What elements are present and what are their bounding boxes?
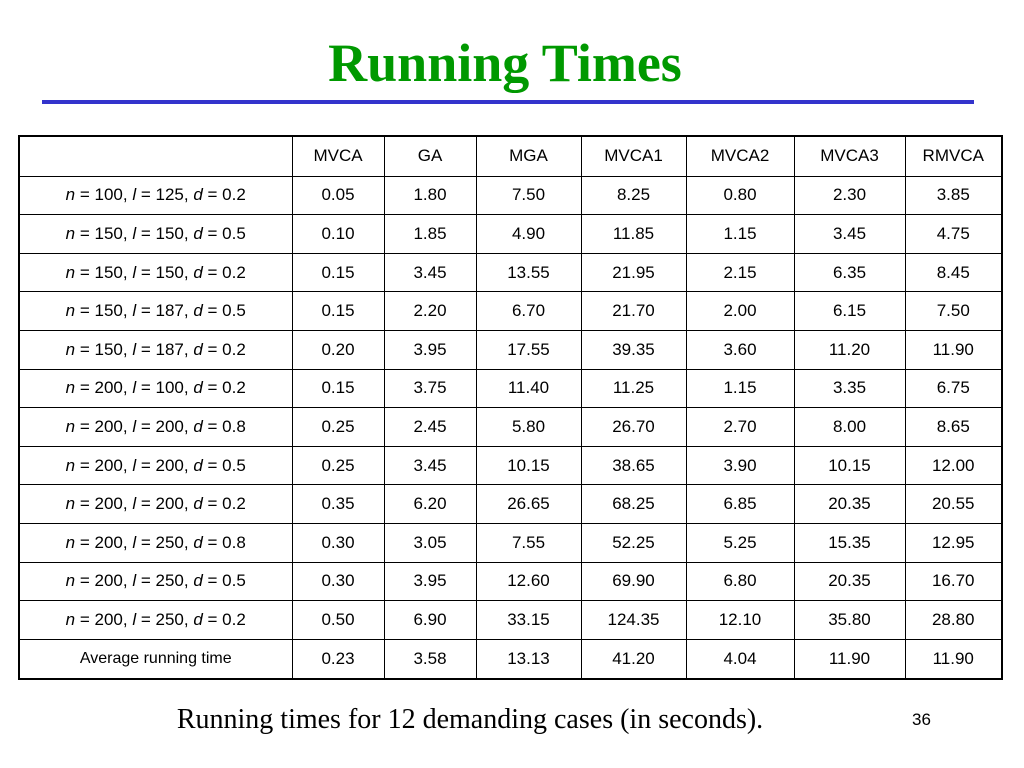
average-cell: 11.90 — [905, 639, 1002, 679]
d-value: 0.5 — [222, 455, 246, 475]
table-cell: 4.90 — [476, 215, 581, 254]
table-cell: 2.15 — [686, 253, 794, 292]
table-cell: 2.70 — [686, 408, 794, 447]
var-n: n — [65, 378, 76, 398]
eq: = — [75, 223, 95, 243]
table-cell: 11.90 — [905, 330, 1002, 369]
n-value: 200 — [94, 571, 123, 591]
table-cell: 28.80 — [905, 601, 1002, 640]
table-row — [19, 215, 1002, 254]
var-n: n — [65, 301, 76, 321]
d-value: 0.5 — [222, 301, 246, 321]
eq: = — [75, 571, 95, 591]
table-cell: 7.50 — [476, 176, 581, 215]
var-n: n — [65, 532, 76, 552]
table-cell: 3.45 — [384, 253, 476, 292]
eq: = — [136, 185, 156, 205]
eq: = — [202, 610, 223, 629]
table-cell: 11.85 — [581, 215, 686, 254]
n-value: 150 — [94, 301, 123, 321]
sep: , — [122, 339, 133, 359]
table-row — [19, 253, 1002, 292]
sep: , — [122, 378, 133, 398]
d-value: 0.2 — [222, 378, 246, 398]
var-d: d — [193, 455, 203, 475]
table-cell: 3.35 — [794, 369, 905, 408]
table-row — [19, 408, 1002, 447]
var-l: l — [132, 494, 137, 514]
eq: = — [75, 494, 95, 514]
table-row — [19, 562, 1002, 601]
table-cell: 6.35 — [794, 253, 905, 292]
l-value: 200 — [155, 455, 184, 475]
l-value: 125 — [155, 185, 184, 205]
var-l: l — [132, 416, 137, 436]
table-cell: 2.00 — [686, 292, 794, 331]
table-cell: 5.80 — [476, 408, 581, 447]
table-cell: 11.25 — [581, 369, 686, 408]
column-header: RMVCA — [905, 136, 1002, 176]
sep: , — [122, 223, 133, 243]
eq: = — [202, 455, 223, 475]
l-value: 250 — [155, 532, 184, 552]
sep: , — [122, 455, 133, 475]
table-cell: 11.20 — [794, 330, 905, 369]
table-cell: 11.40 — [476, 369, 581, 408]
table-cell: 0.25 — [292, 446, 384, 485]
eq: = — [75, 339, 95, 359]
var-n: n — [65, 185, 76, 205]
eq: = — [136, 223, 156, 243]
table-cell: 20.35 — [794, 485, 905, 524]
row-label — [19, 408, 292, 447]
sep: , — [183, 571, 194, 591]
var-l: l — [132, 339, 137, 359]
d-value: 0.8 — [222, 532, 246, 552]
row-label — [19, 446, 292, 485]
table-cell: 3.95 — [384, 330, 476, 369]
n-value: 100 — [94, 185, 123, 205]
table-cell: 21.70 — [581, 292, 686, 331]
table-cell: 20.55 — [905, 485, 1002, 524]
table-cell: 1.80 — [384, 176, 476, 215]
table-cell: 2.30 — [794, 176, 905, 215]
var-d: d — [193, 532, 203, 552]
row-label — [19, 215, 292, 254]
table-cell: 69.90 — [581, 562, 686, 601]
table-cell: 3.05 — [384, 523, 476, 562]
table-cell: 52.25 — [581, 523, 686, 562]
sep: , — [122, 416, 133, 436]
var-l: l — [132, 532, 137, 552]
table-row — [19, 601, 1002, 640]
eq: = — [136, 532, 156, 552]
table-cell: 6.20 — [384, 485, 476, 524]
table-cell: 20.35 — [794, 562, 905, 601]
average-cell: 4.04 — [686, 639, 794, 679]
d-value: 0.8 — [222, 416, 246, 436]
table-cell: 7.50 — [905, 292, 1002, 331]
eq: = — [136, 571, 156, 591]
table-cell: 0.15 — [292, 292, 384, 331]
column-header: MVCA — [292, 136, 384, 176]
eq: = — [75, 301, 95, 321]
table-cell: 6.70 — [476, 292, 581, 331]
table-cell: 21.95 — [581, 253, 686, 292]
table-cell: 6.80 — [686, 562, 794, 601]
table-cell: 8.45 — [905, 253, 1002, 292]
sep: , — [122, 532, 133, 552]
sep: , — [122, 262, 133, 282]
table-cell: 38.65 — [581, 446, 686, 485]
table-cell: 0.50 — [292, 601, 384, 640]
table-cell: 12.60 — [476, 562, 581, 601]
d-value: 0.5 — [222, 571, 246, 591]
sep: , — [183, 416, 194, 436]
eq: = — [202, 532, 223, 552]
n-value: 150 — [94, 262, 123, 282]
table-cell: 8.25 — [581, 176, 686, 215]
table-cell: 12.10 — [686, 601, 794, 640]
var-n: n — [65, 494, 76, 514]
var-d: d — [193, 185, 203, 205]
row-label — [19, 485, 292, 524]
table-cell: 0.30 — [292, 562, 384, 601]
var-l: l — [132, 185, 137, 205]
var-n: n — [65, 223, 76, 243]
column-header: MVCA1 — [581, 136, 686, 176]
header-row — [19, 136, 1002, 176]
var-l: l — [132, 455, 137, 475]
eq: = — [136, 339, 156, 359]
average-cell: 0.23 — [292, 639, 384, 679]
n-value: 150 — [94, 339, 123, 359]
table-cell: 6.75 — [905, 369, 1002, 408]
table-cell: 12.95 — [905, 523, 1002, 562]
n-value: 150 — [94, 223, 123, 243]
eq: = — [202, 494, 223, 514]
table-cell: 0.80 — [686, 176, 794, 215]
var-n: n — [65, 339, 76, 359]
table-cell: 3.45 — [794, 215, 905, 254]
table-row — [19, 523, 1002, 562]
average-cell: 3.58 — [384, 639, 476, 679]
title-underline — [42, 100, 974, 104]
table-cell: 10.15 — [794, 446, 905, 485]
table-cell: 3.60 — [686, 330, 794, 369]
l-value: 150 — [155, 262, 184, 282]
table-row — [19, 369, 1002, 408]
table-cell: 1.15 — [686, 369, 794, 408]
table-cell: 7.55 — [476, 523, 581, 562]
sep: , — [183, 301, 194, 321]
table-cell: 17.55 — [476, 330, 581, 369]
table-cell: 6.15 — [794, 292, 905, 331]
var-d: d — [193, 416, 203, 436]
table-cell: 2.20 — [384, 292, 476, 331]
table-cell: 3.95 — [384, 562, 476, 601]
l-value: 187 — [155, 339, 184, 359]
n-value: 200 — [94, 378, 123, 398]
table-row — [19, 330, 1002, 369]
table-cell: 15.35 — [794, 523, 905, 562]
row-label — [19, 176, 292, 215]
row-label — [19, 253, 292, 292]
table-cell: 0.30 — [292, 523, 384, 562]
column-header: GA — [384, 136, 476, 176]
n-value: 200 — [94, 532, 123, 552]
eq: = — [136, 301, 156, 321]
table-cell: 3.85 — [905, 176, 1002, 215]
eq: = — [202, 223, 223, 243]
var-n: n — [65, 416, 76, 436]
l-value: 100 — [155, 378, 184, 398]
table-cell: 0.20 — [292, 330, 384, 369]
d-value: 0.2 — [222, 494, 246, 514]
eq: = — [136, 262, 156, 282]
sep: , — [122, 571, 133, 591]
table-cell: 0.25 — [292, 408, 384, 447]
row-label — [19, 330, 292, 369]
table-cell: 1.15 — [686, 215, 794, 254]
table-cell: 0.05 — [292, 176, 384, 215]
average-cell: 13.13 — [476, 639, 581, 679]
table-cell: 0.35 — [292, 485, 384, 524]
l-value: 200 — [155, 416, 184, 436]
eq: = — [75, 532, 95, 552]
var-l: l — [132, 262, 137, 282]
eq: = — [75, 378, 95, 398]
sep: , — [183, 339, 194, 359]
table-cell: 0.15 — [292, 369, 384, 408]
row-label — [19, 369, 292, 408]
var-l: l — [132, 571, 137, 591]
l-value: 250 — [155, 571, 184, 591]
table-cell: 6.85 — [686, 485, 794, 524]
eq: = — [136, 455, 156, 475]
column-header: MVCA2 — [686, 136, 794, 176]
average-cell: 11.90 — [794, 639, 905, 679]
var-d: d — [193, 262, 203, 282]
d-value: 0.2 — [222, 262, 246, 282]
eq: = — [75, 262, 95, 282]
var-d: d — [193, 571, 203, 591]
eq: = — [75, 185, 95, 205]
table-cell: 26.70 — [581, 408, 686, 447]
sep: , — [183, 378, 194, 398]
slide-caption: Running times for 12 demanding cases (in seconds). — [176, 704, 764, 735]
eq: = — [136, 378, 156, 398]
sep: , — [122, 494, 133, 514]
eq: = — [202, 416, 223, 436]
table-cell: 3.45 — [384, 446, 476, 485]
n-value: 200 — [94, 455, 123, 475]
row-label — [19, 292, 292, 331]
sep: , — [183, 262, 194, 282]
sep: , — [183, 455, 194, 475]
table-cell: 12.00 — [905, 446, 1002, 485]
table-cell: 8.65 — [905, 408, 1002, 447]
eq: = — [202, 571, 223, 591]
n-value: 200 — [94, 610, 123, 629]
table-cell: 3.90 — [686, 446, 794, 485]
table-cell: 0.15 — [292, 253, 384, 292]
table-cell: 1.85 — [384, 215, 476, 254]
var-d: d — [193, 494, 203, 514]
table-row — [19, 485, 1002, 524]
table-row — [19, 292, 1002, 331]
var-l: l — [132, 378, 137, 398]
var-d: d — [193, 378, 203, 398]
table-cell: 8.00 — [794, 408, 905, 447]
eq: = — [202, 339, 223, 359]
l-value: 200 — [155, 494, 184, 514]
var-l: l — [132, 610, 137, 629]
table-row — [19, 446, 1002, 485]
eq: = — [136, 494, 156, 514]
l-value: 250 — [155, 610, 184, 629]
d-value: 0.5 — [222, 223, 246, 243]
sep: , — [183, 185, 194, 205]
eq: = — [136, 610, 156, 629]
table-cell: 4.75 — [905, 215, 1002, 254]
average-cell: 41.20 — [581, 639, 686, 679]
table-cell: 16.70 — [905, 562, 1002, 601]
table-cell: 13.55 — [476, 253, 581, 292]
var-n: n — [65, 262, 76, 282]
column-header: MVCA3 — [794, 136, 905, 176]
var-n: n — [65, 571, 76, 591]
eq: = — [75, 610, 95, 629]
d-value: 0.2 — [222, 339, 246, 359]
sep: , — [183, 494, 194, 514]
eq: = — [202, 185, 223, 205]
table-cell: 6.90 — [384, 601, 476, 640]
d-value: 0.2 — [222, 185, 246, 205]
n-value: 200 — [94, 416, 123, 436]
table-cell: 33.15 — [476, 601, 581, 640]
table-cell: 124.35 — [581, 601, 686, 640]
table-cell: 10.15 — [476, 446, 581, 485]
var-n: n — [65, 455, 76, 475]
page-number: 36 — [912, 710, 931, 729]
sep: , — [183, 610, 194, 629]
var-l: l — [132, 223, 137, 243]
sep: , — [183, 223, 194, 243]
table-cell: 26.65 — [476, 485, 581, 524]
table-cell: 3.75 — [384, 369, 476, 408]
var-d: d — [193, 610, 203, 629]
var-l: l — [132, 301, 137, 321]
sep: , — [183, 532, 194, 552]
header-corner-cell — [19, 136, 292, 176]
l-value: 187 — [155, 301, 184, 321]
eq: = — [202, 378, 223, 398]
eq: = — [75, 455, 95, 475]
table-cell: 2.45 — [384, 408, 476, 447]
table-cell: 68.25 — [581, 485, 686, 524]
eq: = — [202, 301, 223, 321]
column-header: MGA — [476, 136, 581, 176]
average-label: Average running time — [19, 639, 292, 679]
running-times-table — [18, 135, 1003, 680]
eq: = — [75, 416, 95, 436]
table-cell: 39.35 — [581, 330, 686, 369]
table-cell: 35.80 — [794, 601, 905, 640]
table-cell: 5.25 — [686, 523, 794, 562]
n-value: 200 — [94, 494, 123, 514]
row-label — [19, 562, 292, 601]
eq: = — [202, 262, 223, 282]
table-row — [19, 176, 1002, 215]
table-cell: 0.10 — [292, 215, 384, 254]
slide-title: Running Times — [328, 33, 682, 93]
sep: , — [122, 610, 133, 629]
row-label — [19, 601, 292, 640]
eq: = — [136, 416, 156, 436]
sep: , — [122, 301, 133, 321]
sep: , — [122, 185, 133, 205]
row-label — [19, 523, 292, 562]
var-d: d — [193, 301, 203, 321]
average-row — [19, 639, 1002, 679]
var-d: d — [193, 339, 203, 359]
var-d: d — [193, 223, 203, 243]
d-value: 0.2 — [222, 610, 246, 629]
var-n: n — [65, 610, 76, 629]
l-value: 150 — [155, 223, 184, 243]
